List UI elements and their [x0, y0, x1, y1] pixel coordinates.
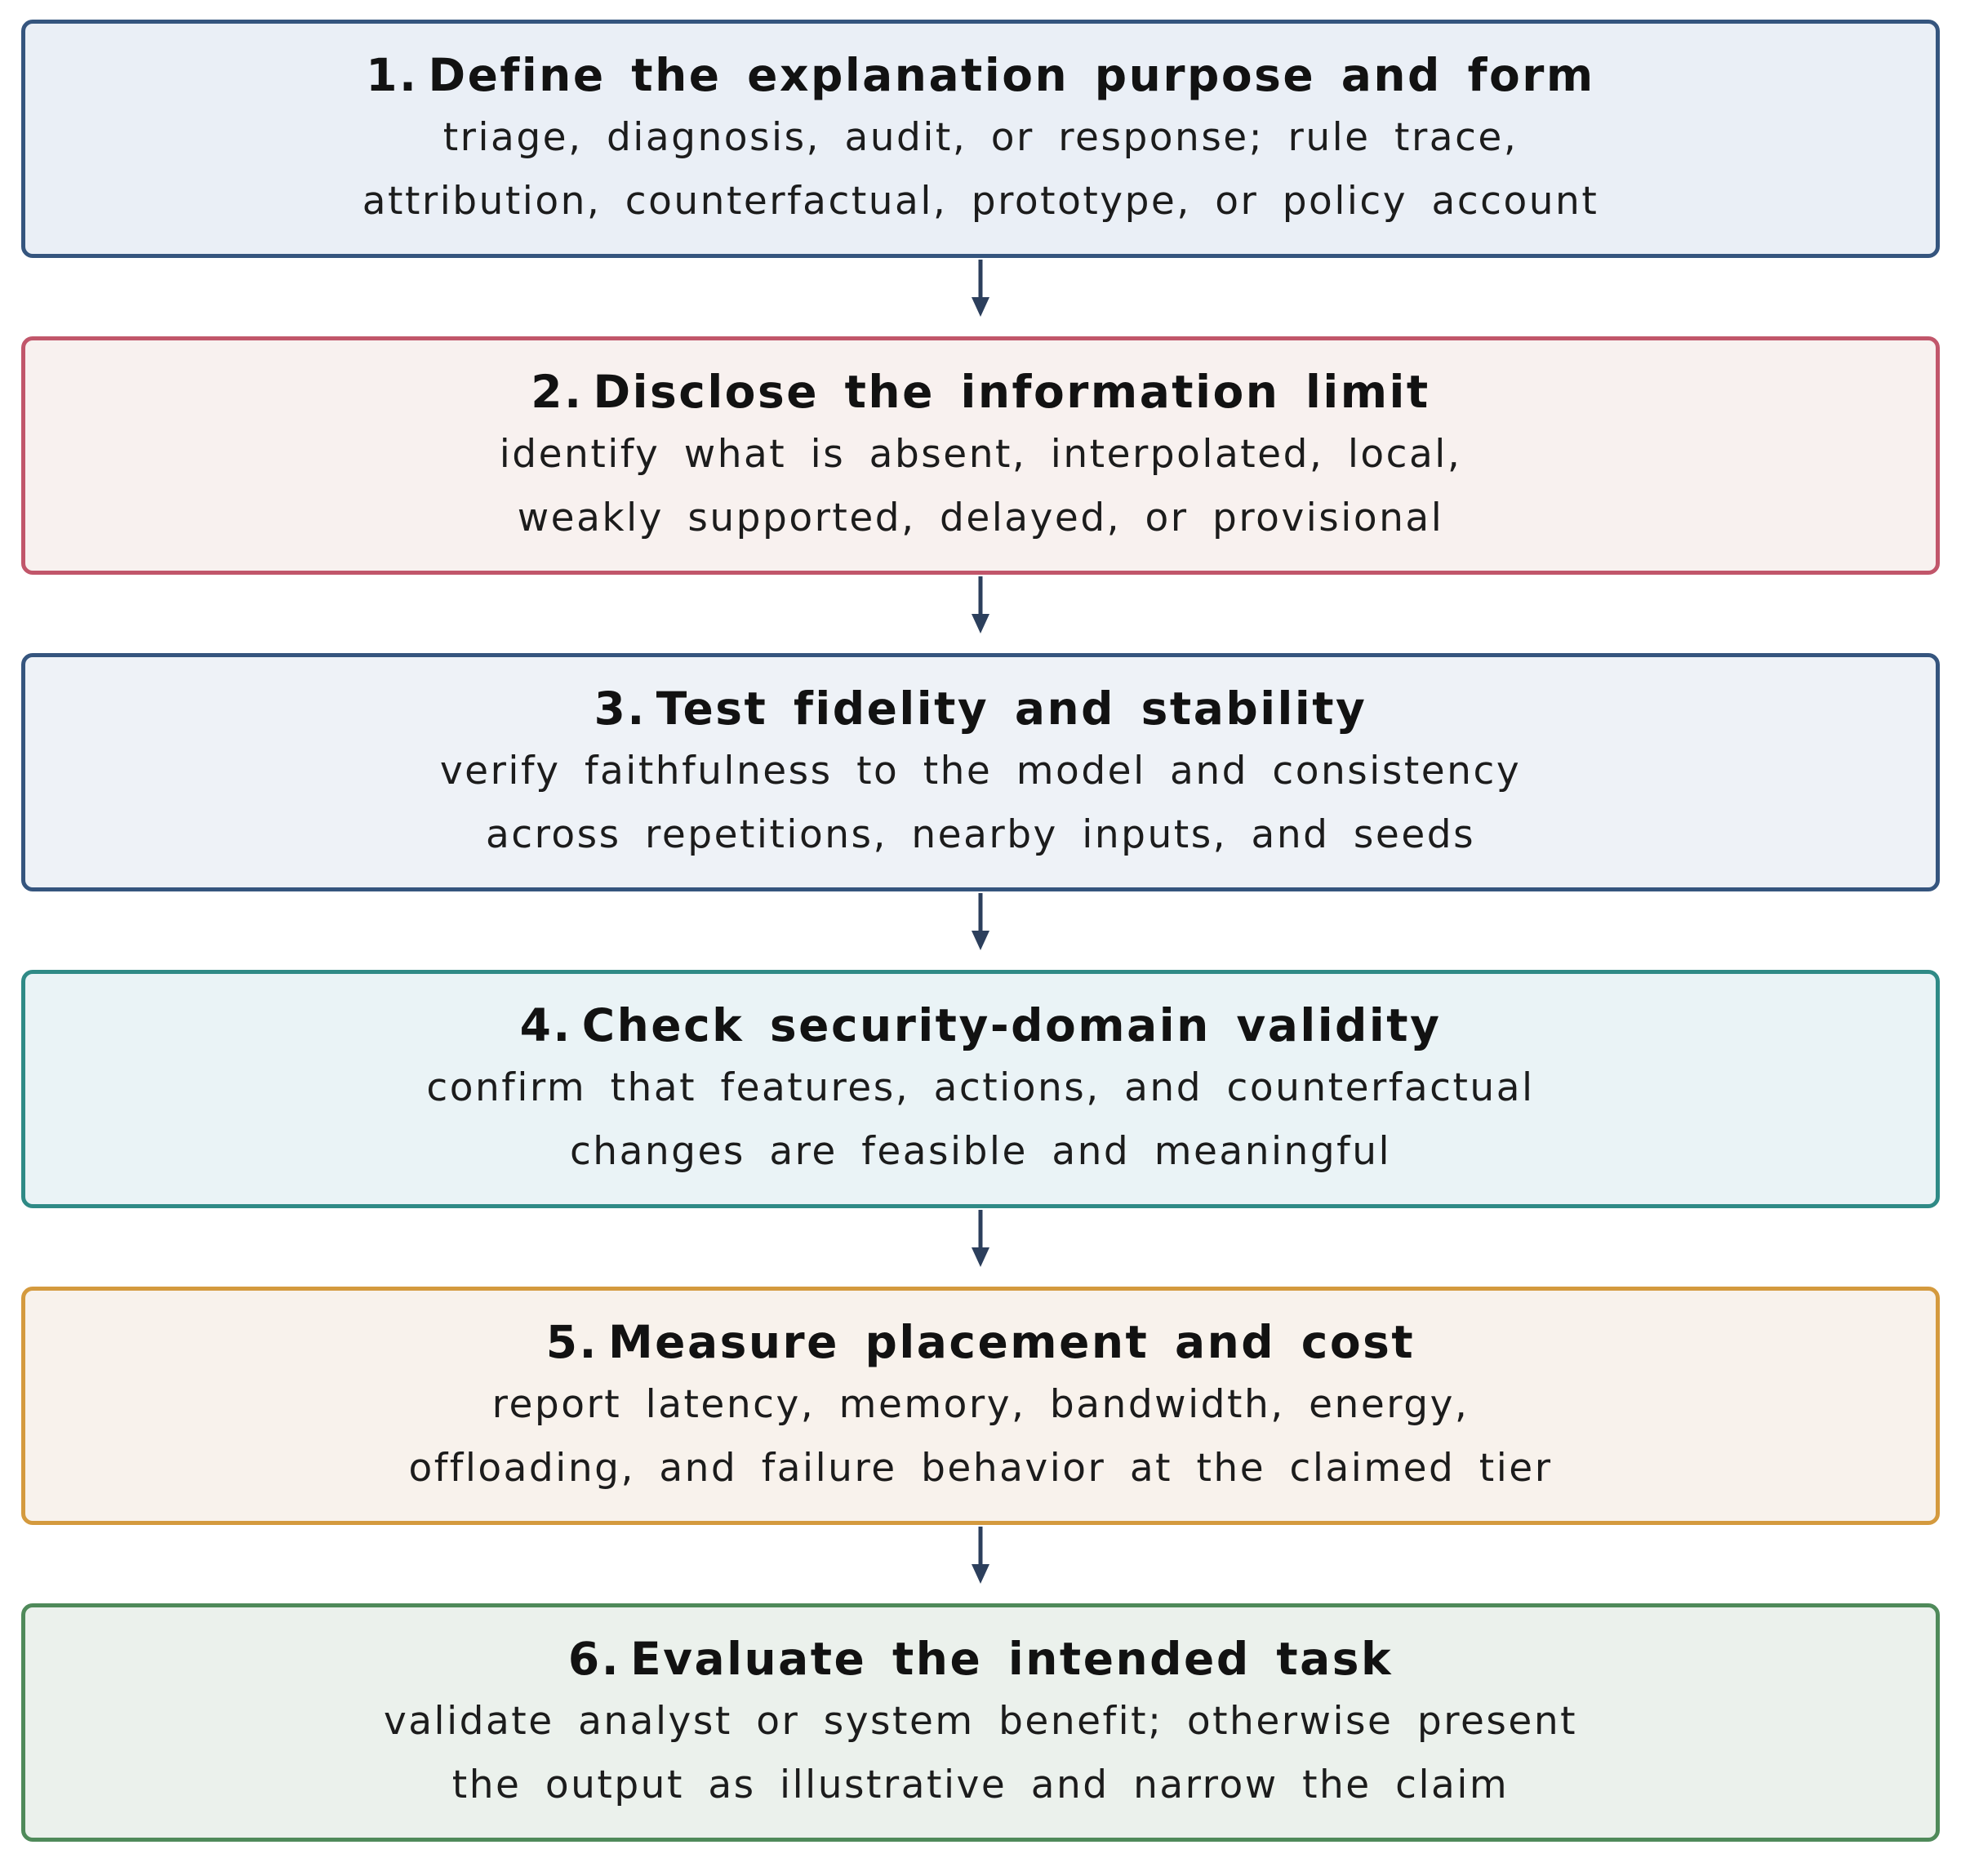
step-3-desc-line-1: verify faithfulness to the model and consistency [439, 749, 1522, 794]
step-3-desc-line-2: across repetitions, nearby inputs, and seeds [485, 812, 1476, 857]
step-2-desc-line-2: weakly supported, delayed, or provisional [517, 496, 1444, 540]
step-5-title-text: Measure placement and cost [607, 1316, 1416, 1368]
arrow-4-to-5 [968, 1210, 993, 1269]
step-6-desc-line-1: validate analyst or system benefit; otherwise present [383, 1699, 1578, 1744]
step-6-number: 6. [567, 1633, 621, 1685]
arrow-5-to-6 [968, 1527, 993, 1585]
step-2-box [21, 336, 1940, 575]
step-3-title-text: Test fidelity and stability [656, 682, 1367, 735]
step-4-box [21, 970, 1940, 1208]
step-1-title [366, 44, 1594, 106]
step-1-desc-line-1: triage, diagnosis, audit, or response; rule trace, [442, 115, 1519, 160]
step-3-number: 3. [594, 682, 647, 735]
step-6-title-text: Evaluate the intended task [630, 1633, 1394, 1685]
step-3-title [594, 678, 1367, 740]
step-4-desc-line-1: confirm that features, actions, and counterfactual [426, 1065, 1535, 1110]
step-4-number: 4. [519, 999, 572, 1051]
step-3-box [21, 653, 1940, 891]
step-2-number: 2. [531, 366, 584, 418]
arrow-3-to-4 [968, 893, 993, 952]
arrow-2-to-3 [968, 576, 993, 635]
step-6-desc-line-2: the output as illustrative and narrow the claim [451, 1763, 1510, 1807]
step-4-desc-line-2: changes are feasible and meaningful [569, 1129, 1392, 1174]
step-1-desc-line-2: attribution, counterfactual, prototype, or policy account [362, 179, 1599, 224]
step-4-title [520, 994, 1442, 1056]
step-5-box [21, 1287, 1940, 1525]
step-5-title [546, 1311, 1415, 1373]
step-5-number: 5. [545, 1316, 598, 1368]
step-1-number: 1. [366, 49, 419, 101]
step-5-desc-line-2: offloading, and failure behavior at the claimed tier [408, 1446, 1553, 1491]
step-2-title [531, 361, 1430, 423]
step-2-title-text: Disclose the information limit [593, 366, 1430, 418]
step-4-title-text: Check security-domain validity [581, 999, 1442, 1051]
arrow-1-to-2 [968, 260, 993, 318]
step-5-desc-line-1: report latency, memory, bandwidth, energy, [491, 1382, 1470, 1427]
step-2-desc-line-1: identify what is absent, interpolated, local, [499, 432, 1462, 477]
step-1-title-text: Define the explanation purpose and form [428, 49, 1595, 101]
step-6-title [568, 1628, 1393, 1690]
step-1-box [21, 20, 1940, 258]
step-6-box [21, 1603, 1940, 1842]
